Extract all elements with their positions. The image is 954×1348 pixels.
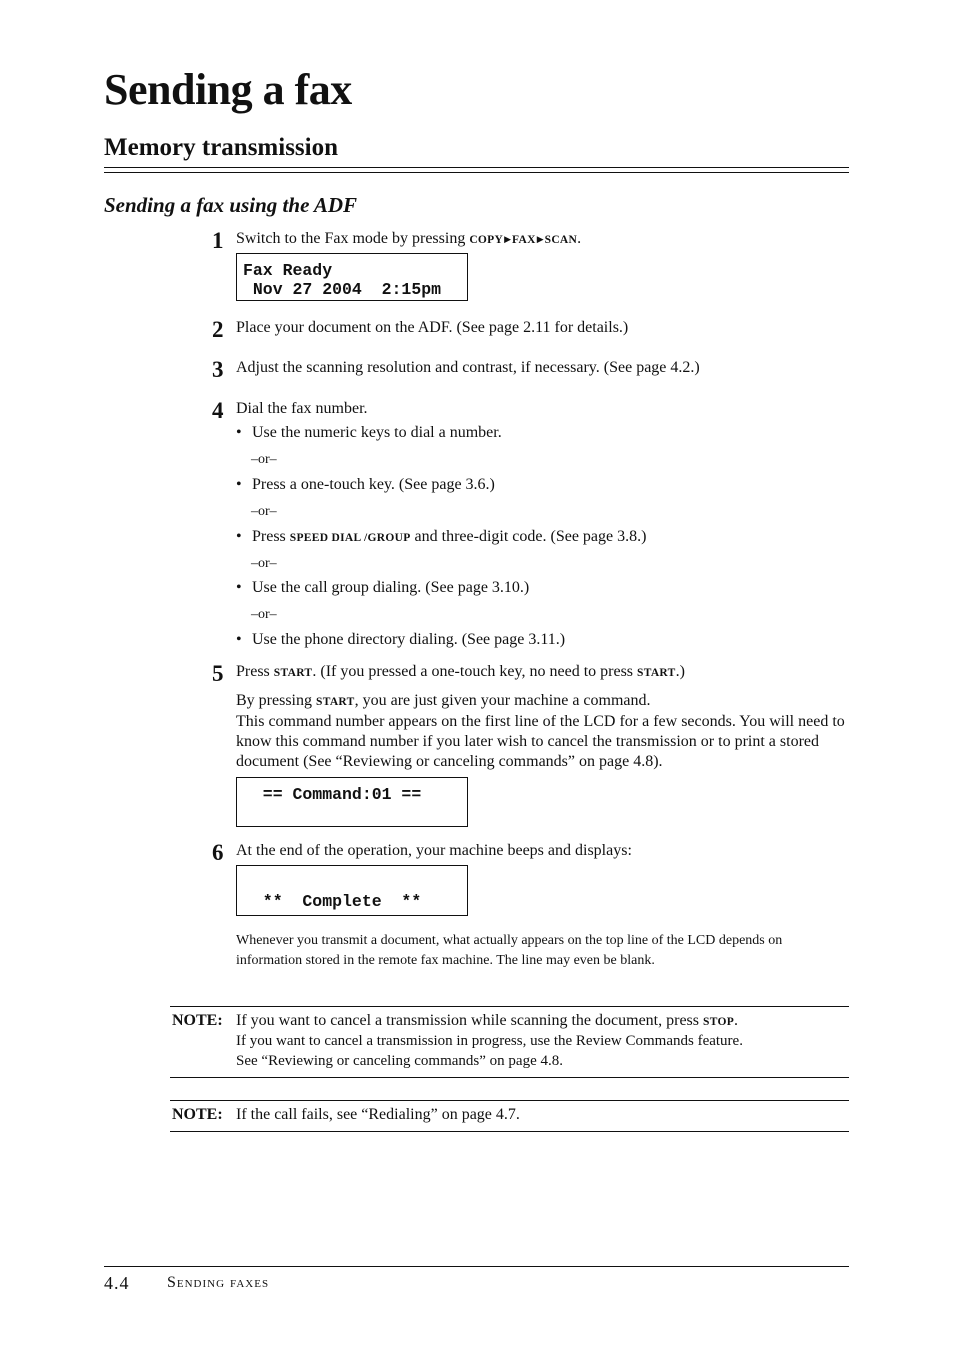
bullet-icon: • bbox=[236, 476, 242, 493]
step-text bbox=[236, 662, 685, 683]
bullet-icon: • bbox=[236, 528, 242, 545]
step5-pre: Press bbox=[236, 663, 274, 680]
or-separator: –or– bbox=[251, 452, 277, 467]
key-fax: FAX bbox=[512, 234, 536, 246]
key-stop: STOP bbox=[703, 1016, 735, 1028]
step-number: 1 bbox=[212, 228, 224, 253]
paragraph bbox=[236, 691, 651, 712]
lcd-line-2: ** Complete ** bbox=[243, 892, 422, 911]
note-text: If you want to cancel a transmission in progress, use the Review Commands feature. bbox=[236, 1033, 743, 1049]
heading-rule bbox=[104, 167, 849, 168]
note-rule-bottom bbox=[170, 1131, 849, 1132]
lcd-line-1: Fax Ready bbox=[243, 261, 333, 280]
list-item bbox=[252, 527, 646, 548]
note-text: See “Reviewing or canceling commands” on page 4.8. bbox=[236, 1053, 563, 1069]
lcd-display bbox=[236, 253, 468, 301]
note-label: NOTE: bbox=[172, 1012, 223, 1029]
step-number: 5 bbox=[212, 661, 224, 686]
or-separator: –or– bbox=[251, 607, 277, 622]
list-item: Use the phone directory dialing. (See page 3.11.) bbox=[252, 631, 566, 648]
note-rule-top bbox=[170, 1006, 849, 1007]
note-text bbox=[236, 1011, 738, 1032]
key-speed-dial-group: SPEED DIAL /GROUP bbox=[289, 532, 411, 544]
lcd-line-2: Nov 27 2004 2:15pm bbox=[243, 280, 442, 299]
heading-rule-thin bbox=[104, 172, 849, 173]
bullet-icon: • bbox=[236, 631, 242, 648]
lcd-line-1 bbox=[243, 873, 467, 892]
section-heading: Memory transmission bbox=[104, 134, 338, 161]
lcd-display bbox=[236, 777, 468, 827]
list-item: Use the numeric keys to dial a number. bbox=[252, 424, 502, 441]
note-rule-top bbox=[170, 1100, 849, 1101]
step-number: 3 bbox=[212, 357, 224, 382]
note-text: If the call fails, see “Redialing” on page 4.7. bbox=[236, 1106, 520, 1123]
paragraph: This command number appears on the first line of the LCD for a few seconds. You will need to know this command number if you later wish to cancel the transmission or to print a stored document (See “Reviewing or canceling commands” on page 4.8). bbox=[236, 713, 845, 770]
list-item: Press a one-touch key. (See page 3.6.) bbox=[252, 476, 495, 493]
step-text: Place your document on the ADF. (See page 2.11 for details.) bbox=[236, 319, 629, 336]
step1-text: Switch to the Fax mode by pressing bbox=[236, 230, 470, 247]
key-start: START bbox=[273, 667, 313, 679]
note-line-1-end: . bbox=[734, 1012, 739, 1029]
key-copy: COPY bbox=[469, 234, 504, 246]
list-item: Use the call group dialing. (See page 3.10.) bbox=[252, 579, 530, 596]
key-start: START bbox=[316, 696, 355, 708]
list-item-pre: Press bbox=[252, 528, 290, 545]
or-separator: –or– bbox=[251, 504, 277, 519]
step-number: 2 bbox=[212, 317, 224, 342]
step5-end: .) bbox=[675, 663, 685, 680]
step-text: At the end of the operation, your machine beeps and displays: bbox=[236, 842, 632, 859]
page-title: Sending a fax bbox=[104, 65, 352, 114]
step-text bbox=[236, 229, 581, 250]
arrow-right-icon: ▶ bbox=[504, 234, 512, 244]
step-number: 4 bbox=[212, 398, 224, 423]
note-label: NOTE: bbox=[172, 1106, 223, 1123]
step-text: Adjust the scanning resolution and contrast, if necessary. (See page 4.2.) bbox=[236, 359, 700, 376]
list-item-post: and three-digit code. (See page 3.8.) bbox=[410, 528, 647, 545]
subsection-heading: Sending a fax using the ADF bbox=[104, 193, 358, 217]
lcd-line-1: == Command:01 == bbox=[243, 785, 422, 804]
step-number: 6 bbox=[212, 840, 224, 865]
fine-print: Whenever you transmit a document, what actually appears on the top line of the LCD depends on information stored in the remote fax machine. The line may even be blank. bbox=[236, 933, 783, 968]
step1-end: . bbox=[577, 230, 582, 247]
key-start: START bbox=[637, 667, 676, 679]
lcd-display bbox=[236, 865, 468, 916]
bullet-icon: • bbox=[236, 424, 242, 441]
step-text: Dial the fax number. bbox=[236, 400, 368, 417]
key-scan: SCAN bbox=[544, 234, 578, 246]
bullet-icon: • bbox=[236, 579, 242, 596]
p1-post: , you are just given your machine a command. bbox=[354, 692, 651, 709]
note-rule-bottom bbox=[170, 1077, 849, 1078]
footer-section: Sending faxes bbox=[167, 1274, 270, 1291]
arrow-right-icon: ▶ bbox=[536, 234, 544, 244]
or-separator: –or– bbox=[251, 556, 277, 571]
step5-mid: . (If you pressed a one-touch key, no need to press bbox=[312, 663, 638, 680]
footer-rule bbox=[104, 1266, 849, 1267]
note-line-1: If you want to cancel a transmission while scanning the document, press bbox=[236, 1012, 703, 1029]
page-number: 4.4 bbox=[104, 1273, 130, 1293]
p1-pre: By pressing bbox=[236, 692, 316, 709]
